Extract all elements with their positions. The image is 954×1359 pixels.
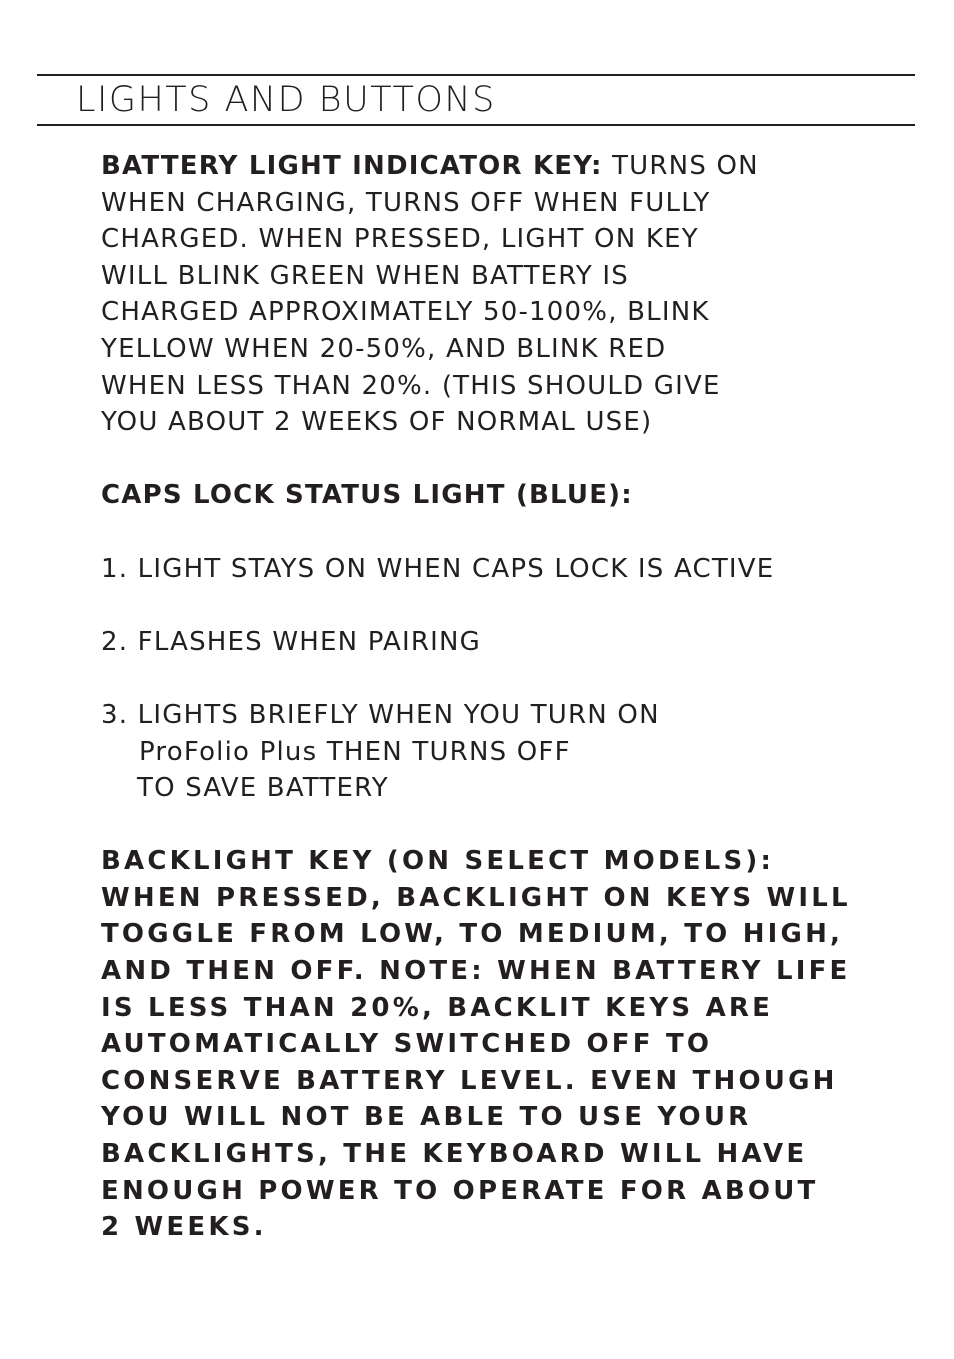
section-title: LIGHTS AND BUTTONS xyxy=(76,80,496,120)
manual-content xyxy=(101,148,931,1246)
backlight-line: ENOUGH POWER TO OPERATE FOR ABOUT xyxy=(101,1175,819,1206)
caps-lock-item-3: 3. LIGHTS BRIEFLY WHEN YOU TURN ON xyxy=(101,699,660,730)
spacer xyxy=(101,441,931,478)
spacer xyxy=(101,587,931,624)
caps-lock-heading: CAPS LOCK STATUS LIGHT (BLUE): xyxy=(101,480,633,511)
spacer xyxy=(101,660,931,697)
caps-lock-item-2: 2. FLASHES WHEN PAIRING xyxy=(101,626,481,657)
battery-text-line: WHEN LESS THAN 20%. (THIS SHOULD GIVE xyxy=(101,370,721,401)
battery-heading: BATTERY LIGHT INDICATOR KEY: xyxy=(101,151,603,181)
backlight-line: CONSERVE BATTERY LEVEL. EVEN THOUGH xyxy=(101,1065,838,1096)
battery-text-line: WILL BLINK GREEN WHEN BATTERY IS xyxy=(101,260,630,291)
backlight-line: AUTOMATICALLY SWITCHED OFF TO xyxy=(101,1029,713,1060)
battery-line-1 xyxy=(101,148,931,185)
backlight-section xyxy=(101,843,931,1246)
battery-text-line: YELLOW WHEN 20-50%, AND BLINK RED xyxy=(101,333,667,364)
backlight-line: BACKLIGHTS, THE KEYBOARD WILL HAVE xyxy=(101,1139,808,1170)
caps-lock-item-3-continued: ProFolio Plus THEN TURNS OFF xyxy=(139,736,571,767)
caps-lock-section xyxy=(101,477,931,806)
backlight-line: 2 WEEKS. xyxy=(101,1212,267,1243)
backlight-line: AND THEN OFF. NOTE: WHEN BATTERY LIFE xyxy=(101,956,851,987)
backlight-line: WHEN PRESSED, BACKLIGHT ON KEYS WILL xyxy=(101,882,851,913)
backlight-line: YOU WILL NOT BE ABLE TO USE YOUR xyxy=(101,1102,752,1133)
caps-lock-item-3-continued: TO SAVE BATTERY xyxy=(137,773,389,804)
bottom-divider xyxy=(37,124,915,126)
backlight-line: IS LESS THAN 20%, BACKLIT KEYS ARE xyxy=(101,992,774,1023)
battery-indicator-section xyxy=(101,148,931,441)
battery-text-line: YOU ABOUT 2 WEEKS OF NORMAL USE) xyxy=(101,407,653,438)
caps-lock-item-1: 1. LIGHT STAYS ON WHEN CAPS LOCK IS ACTIVE xyxy=(101,553,775,584)
backlight-line: TOGGLE FROM LOW, TO MEDIUM, TO HIGH, xyxy=(101,919,844,950)
battery-text-line: WHEN CHARGING, TURNS OFF WHEN FULLY xyxy=(101,187,711,218)
battery-text-line: TURNS ON xyxy=(602,151,759,181)
spacer xyxy=(101,807,931,844)
top-divider xyxy=(37,74,915,76)
backlight-line: BACKLIGHT KEY (ON SELECT MODELS): xyxy=(101,846,775,877)
battery-text-line: CHARGED. WHEN PRESSED, LIGHT ON KEY xyxy=(101,224,699,255)
spacer xyxy=(101,514,931,551)
battery-text-line: CHARGED APPROXIMATELY 50-100%, BLINK xyxy=(101,297,710,328)
